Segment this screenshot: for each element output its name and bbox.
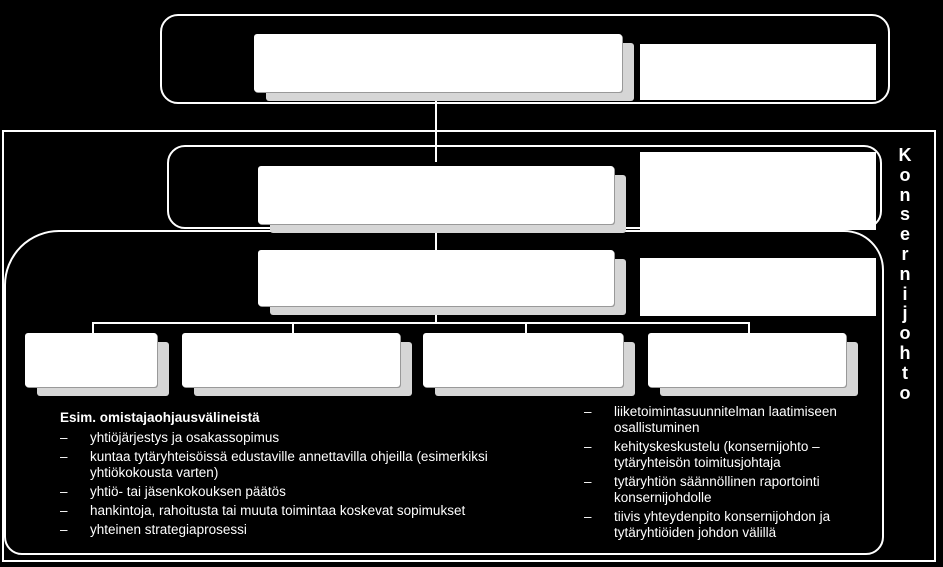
label-letter: K xyxy=(898,145,912,165)
label-letter: o xyxy=(899,164,911,185)
label-letter: j xyxy=(902,303,908,324)
subsidiary-box-4 xyxy=(648,333,846,387)
third-org-box xyxy=(258,250,614,306)
konsernijohto-label xyxy=(893,146,917,403)
label-letter: e xyxy=(899,224,910,245)
list-item: – liiketoimintasuunnitelman laatimiseen osallistuminen xyxy=(584,404,876,436)
ownership-tools-list xyxy=(60,410,530,541)
list-item: – yhtiöjärjestys ja osakassopimus xyxy=(60,430,530,446)
label-letter: h xyxy=(899,342,911,363)
list-item: – kehityskeskustelu (konsernijohto – tytäryhteisön toimitusjohtaja xyxy=(584,439,876,471)
third-side-box xyxy=(640,258,876,316)
label-letter: t xyxy=(902,362,908,383)
label-letter: s xyxy=(899,204,910,225)
label-letter: n xyxy=(899,184,911,205)
list-heading: Esim. omistajaohjausvälineistä xyxy=(60,410,260,425)
label-letter: n xyxy=(899,263,911,284)
subsidiary-box-2 xyxy=(182,333,400,387)
connector-top xyxy=(435,96,437,162)
group-management-list xyxy=(584,404,876,544)
second-side-box xyxy=(640,152,876,230)
list-item: – kuntaa tytäryhteisöissä edustaville annettavilla ohjeilla (esimerkiksi yhtiökokousta varten) xyxy=(60,449,530,481)
label-letter: o xyxy=(899,323,911,344)
list-item: – yhtiö- tai jäsenkokouksen päätös xyxy=(60,484,530,500)
label-letter: o xyxy=(899,382,911,403)
list-item: – yhteinen strategiaprosessi xyxy=(60,522,530,538)
label-letter: i xyxy=(902,283,908,304)
subsidiary-box-1 xyxy=(25,333,157,387)
list-item: – tytäryhtiön säännöllinen raportointi konsernijohdolle xyxy=(584,474,876,506)
list-item: – hankintoja, rahoitusta tai muuta toimintaa koskevat sopimukset xyxy=(60,503,530,519)
list-item: – tiivis yhteydenpito konsernijohdon ja tytäryhtiöiden johdon välillä xyxy=(584,509,876,541)
top-side-box xyxy=(640,44,876,100)
top-org-box xyxy=(254,34,622,92)
second-org-box xyxy=(258,166,614,224)
label-letter: r xyxy=(901,243,909,264)
subsidiary-box-3 xyxy=(423,333,623,387)
branch-bar xyxy=(92,322,749,324)
